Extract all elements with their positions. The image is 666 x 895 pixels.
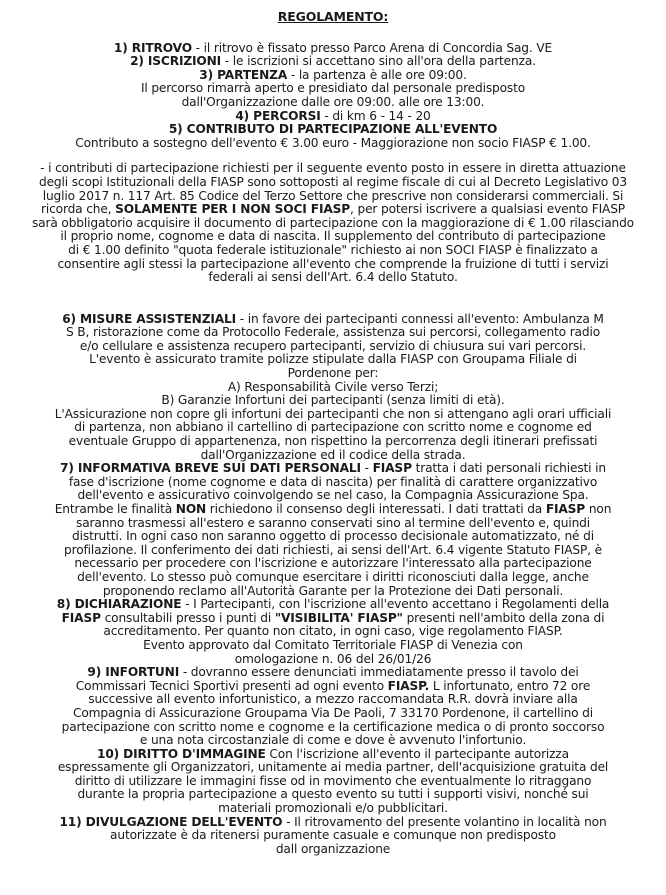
section-heading: 11) DIVULGAZIONE DELL'EVENTO — [59, 814, 283, 829]
section-partenza: 3) PARTENZA - la partenza è alle ore 09:00. — [199, 67, 467, 82]
section-heading: 9) INFORTUNI — [87, 665, 180, 680]
section-ritrovo: 1) RITROVO - il ritrovo è fissato presso Parco Arena di Concordia Sag. VE — [113, 40, 553, 55]
section-divulgazione: 11) DIVULGAZIONE DELL'EVENTO - Il ritrovamento del presente volantino in località non autorizzate è da ritenersi puramente casuale e comunque non predisposto dall organizzazione — [59, 814, 607, 856]
section-percorsi: 4) PERCORSI - di km 6 - 14 - 20 — [235, 108, 431, 123]
section-heading: 10) DIRITTO D'IMMAGINE — [97, 746, 266, 761]
section-heading: 3) PARTENZA — [199, 67, 288, 82]
section-informativa: 7) INFORMATIVA BREVE SUI DATI PERSONALI - FIASP tratta i dati personali richiesti in fase d'iscrizione (nome cognome e data di nascita) per finalità di carattere organizzativo dell'evento e assicurativo coinvolgendo se nel caso, la Compagnia Assicurazione Spa. Entrambe le finalità NON richiedono il consenso degli interessati. I dati trattati da FIASP non saranno trasmessi all'estero e saranno conservati sino al termine dell'evento e, quindi distrutti. In ogni caso non saranno oggetto di processo decisionale automatizzato, né di profilazione. Il conferimento dei dati richiesti, ai sensi dell'Art. 6.4 vigente Statuto FIASP, è necessario per procedere con l'iscrizione e autorizzare l'interessato alla partecipazione dell'evento. Lo stesso può comunque esercitare i diritti riconosciuti dalla legge, anche proponendo reclamo all'Autorità Garante per la Protezione dei Dati personali. — [54, 461, 612, 598]
section-heading: 8) DICHIARAZIONE — [56, 597, 182, 612]
section-contributo-heading: 5) CONTRIBUTO DI PARTECIPAZIONE ALL'EVENTO — [168, 122, 498, 137]
section-dichiarazione: 8) DICHIARAZIONE - I Partecipanti, con l'iscrizione all'evento accettano i Regolamenti della FIASP consultabili presso i punti di "VISIBILITA' FIASP" presenti nell'ambito della zona di accreditamento. Per quanto non citato, in ogni caso, vige regolamento FIASP. Evento approvato dal Comitato Territoriale FIASP di Venezia con omologazione n. 06 del 26/01/26 — [56, 597, 610, 666]
section-contributo-text: Contributo a sostegno dell'evento € 3.00 euro - Maggiorazione non socio FIASP € 1.00. — [75, 135, 591, 150]
section-diritto-immagine: 10) DIRITTO D'IMMAGINE Con l'iscrizione all'evento il partecipante autorizza espressamente gli Organizzatori, unitamente ai media partner, dell'acquisizione gratuita del diritto di utilizzare le immagini fisse od in movimento che eventualmente lo ritraggano durante la propria partecipazione a questo evento su tutti i supporti visivi, nonché sui materiali promozionali e/o pubblicitari. — [57, 746, 609, 816]
section-heading: 1) RITROVO — [113, 40, 192, 55]
section-iscrizioni: 2) ISCRIZIONI - le iscrizioni si accettano sino all'ora della partenza. — [130, 54, 536, 69]
section-heading: 6) MISURE ASSISTENZIALI — [62, 311, 237, 326]
fiscal-paragraph: - i contributi di partecipazione richiesti per il seguente evento posto in essere in diretta attuazione degli scopi Istituzionali della FIASP sono sottoposti al regime fiscale di cui al Decreto Legislativo 03 luglio 2017 n. 117 Art. 85 Codice del Terzo Settore che prescrive non considerarsi commerciali. Si ricorda che, SOLAMENTE PER I NON SOCI FIASP, per potersi iscrivere a qualsiasi evento FIASP sarà obbligatorio acquisire il documento di partecipazione con la maggiorazione di € 1.00 rilasciando il proprio nome, cognome e data di nascita. Il supplemento del contributo di partecipazione di € 1.00 definito "quota federale istituzionale" richiesto ai non SOCI FIASP è finalizzato a consentire agli stessi la partecipazione all'evento che comprende la fruizione di tutti i servizi federali ai sensi dell'Art. 6.4 dello Statuto. — [31, 161, 634, 285]
section-partenza-note: Il percorso rimarrà aperto e presidiato dal personale predisposto dall'Organizzazione dalle ore 09:00. alle ore 13:00. — [140, 81, 526, 109]
page-title: REGOLAMENTO: — [277, 9, 389, 24]
section-heading: 2) ISCRIZIONI — [130, 54, 222, 69]
section-heading: 7) INFORMATIVA BREVE SUI DATI PERSONALI — [60, 461, 361, 476]
section-misure-assistenziali: 6) MISURE ASSISTENZIALI - in favore dei partecipanti connessi all'evento: Ambulanza M S B, ristorazione come da Protocollo Federale, assistenza sui percorsi, collegamento radio e/o cellulare e assistenza recupero partecipanti, servizio di chiusura sui vari percorsi. L'evento è assicurato tramite polizze stipulate dalla FIASP con Groupama Filiale di Pordenone per: A) Responsabilità Civile verso Terzi; B) Garanzie Infortuni dei partecipanti (senza limiti di età). L'Assicurazione non copre gli infortuni dei partecipanti che non si attengano agli orari ufficiali di partenza, non abbiano il cartellino di partecipazione con scritto nome e cognome ed eventuale Gruppo di appartenenza, non rispettino la percorrenza degli itinerari prefissati dall'Organizzazione ed il codice della strada. — [54, 311, 612, 462]
section-heading: 4) PERCORSI — [235, 108, 321, 123]
section-infortuni: 9) INFORTUNI - dovranno essere denunciati immediatamente presso il tavolo dei Commissari Tecnici Sportivi presenti ad ogni evento FIASP. L infortunato, entro 72 ore successive all evento infortunistico, a mezzo raccomandata R.R. dovrà inviare alla Compagnia di Assicurazione Groupama Via De Paoli, 7 33170 Pordenone, il cartellino di partecipazione con scritto nome e cognome e la certificazione medica o di pronto soccorso e una nota circostanziale di come e dove è avvenuto l'infortunio. — [61, 665, 605, 748]
